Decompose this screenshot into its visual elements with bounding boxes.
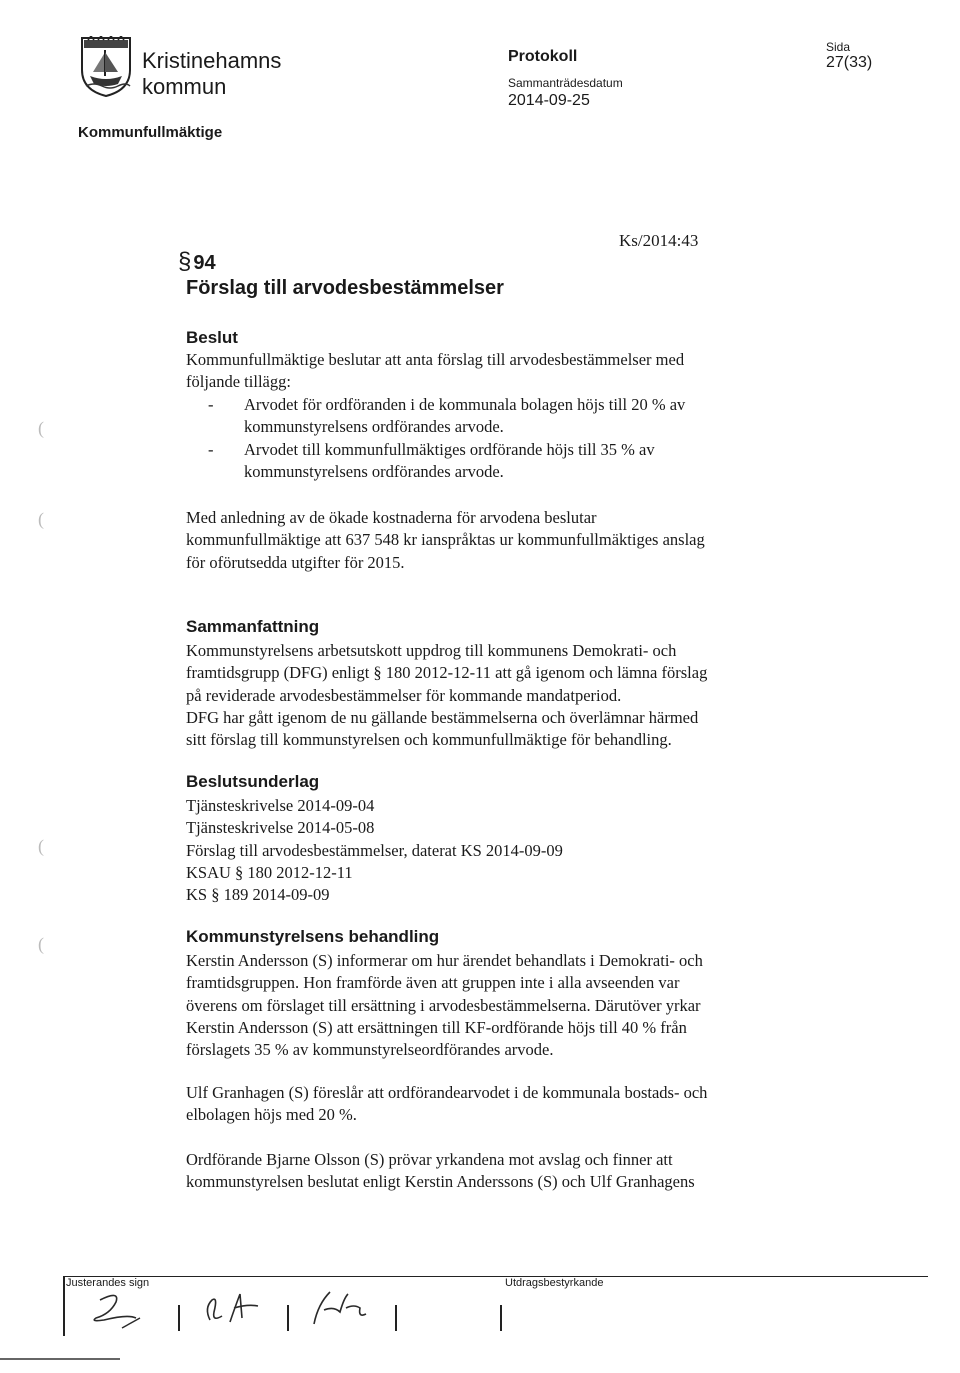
adjusters-signature-label: Justerandes sign (66, 1277, 150, 1289)
paragraph-line: förslagets 35 % av kommunstyrelseordförandes arvode. (186, 1040, 554, 1060)
extract-certification-label: Utdragsbestyrkande (505, 1277, 604, 1289)
paragraph-line: Kommunstyrelsens arbetsutskott uppdrog till kommunens Demokrati- och (186, 641, 677, 660)
footer-left-border (63, 1276, 65, 1336)
meeting-date-value: 2014-09-25 (508, 92, 590, 109)
bullet-line: kommunstyrelsens ordförandes arvode. (244, 417, 504, 437)
paragraph-line: Kerstin Andersson (S) informerar om hur ärendet behandlats i Demokrati- och (186, 951, 703, 970)
municipal-coat-of-arms-logo (80, 36, 132, 98)
decision-bullet-item (244, 394, 764, 439)
signature-separator (178, 1305, 180, 1331)
assembly-name: Kommunfullmäktige (78, 124, 223, 141)
organization-name-line1: Kristinehamns (142, 48, 282, 73)
decision-intro-line: Kommunfullmäktige beslutar att anta förslag till arvodesbestämmelser med (186, 350, 685, 369)
page-number: 27(33) (826, 54, 873, 71)
summary-heading: Sammanfattning (186, 617, 320, 636)
paragraph-number-value: 94 (193, 252, 216, 274)
section-sign: § (178, 248, 192, 275)
paragraph-number (178, 248, 216, 276)
paragraph-line: DFG har gått igenom de nu gällande bestämmelserna och överlämnar härmed (186, 707, 699, 727)
signature-separator (287, 1305, 289, 1331)
margin-mark: ( (38, 509, 44, 529)
basis-for-decision-heading: Beslutsunderlag (186, 772, 320, 791)
basis-item: KS § 189 2014-09-09 (186, 885, 330, 905)
handwritten-signature-2 (196, 1286, 276, 1334)
board-handling-heading: Kommunstyrelsens behandling (186, 927, 440, 946)
page-label: Sida (826, 40, 851, 54)
margin-mark: ( (38, 934, 44, 954)
paragraph-line: Ordförande Bjarne Olsson (S) prövar yrkandena mot avslag och finner att (186, 1150, 673, 1169)
handwritten-signature-3 (300, 1284, 380, 1334)
item-title: Förslag till arvodesbestämmelser (186, 277, 504, 299)
margin-mark: ( (38, 418, 44, 438)
paragraph-line: Kerstin Andersson (S) att ersättningen till KF-ordförande höjs till 40 % från (186, 1017, 687, 1037)
board-handling-paragraph-1 (186, 950, 796, 1061)
summary-paragraph (186, 640, 796, 751)
basis-for-decision-list (186, 795, 796, 906)
paragraph-line: på reviderade arvodesbestämmelser för kommande mandatperiod. (186, 685, 622, 705)
bullet-marker: - (208, 395, 214, 414)
paragraph-line: för oförutsedda utgifter för 2015. (186, 552, 405, 572)
decision-intro (186, 349, 796, 394)
signature-separator (395, 1305, 397, 1331)
paragraph-line: framtidsgrupp (DFG) enligt § 180 2012-12-11 att gå igenom och lämna förslag (186, 663, 708, 683)
decision-bullet-item (244, 439, 764, 484)
basis-item: KSAU § 180 2012-12-11 (186, 862, 353, 882)
board-handling-paragraph-2 (186, 1082, 796, 1127)
bullet-line: kommunstyrelsens ordförandes arvode. (244, 462, 504, 482)
decision-funding-paragraph (186, 507, 796, 574)
paragraph-line: Ulf Granhagen (S) föreslår att ordförandearvodet i de kommunala bostads- och (186, 1083, 708, 1102)
paragraph-line: kommunfullmäktige att 637 548 kr ianspråktas ur kommunfullmäktiges anslag (186, 530, 705, 550)
decision-heading: Beslut (186, 328, 238, 347)
decision-intro-line: följande tillägg: (186, 372, 291, 392)
organization-name-line2: kommun (142, 74, 227, 99)
basis-item: Tjänsteskrivelse 2014-05-08 (186, 818, 375, 838)
basis-item: Förslag till arvodesbestämmelser, daterat KS 2014-09-09 (186, 840, 563, 860)
page-bottom-edge-line (0, 1358, 120, 1360)
signature-separator (500, 1305, 502, 1331)
bullet-line: Arvodet till kommunfullmäktiges ordförande höjs till 35 % av (244, 440, 655, 459)
paragraph-line: elbolagen höjs med 20 %. (186, 1105, 357, 1125)
footer-divider (63, 1276, 928, 1277)
case-number: Ks/2014:43 (619, 231, 699, 250)
paragraph-line: sitt förslag till kommunstyrelsen och kommunfullmäktige för behandling. (186, 730, 672, 750)
handwritten-signature-1 (80, 1288, 170, 1334)
paragraph-line: överens om förslaget till ersättning i arvodesbestämmelserna. Därutöver yrkar (186, 995, 701, 1015)
bullet-marker: - (208, 440, 214, 459)
paragraph-line: Med anledning av de ökade kostnaderna för arvodena beslutar (186, 508, 597, 527)
paragraph-line: framtidsgruppen. Hon framförde även att gruppen inte i alla avseenden var (186, 973, 680, 993)
margin-mark: ( (38, 836, 44, 856)
bullet-line: Arvodet för ordföranden i de kommunala bolagen höjs till 20 % av (244, 395, 686, 414)
basis-item: Tjänsteskrivelse 2014-09-04 (186, 796, 375, 815)
board-handling-paragraph-3 (186, 1149, 796, 1194)
meeting-date-label: Sammanträdesdatum (508, 76, 623, 90)
document-type: Protokoll (508, 48, 578, 65)
paragraph-line: kommunstyrelsen beslutat enligt Kerstin Anderssons (S) och Ulf Granhagens (186, 1172, 695, 1192)
